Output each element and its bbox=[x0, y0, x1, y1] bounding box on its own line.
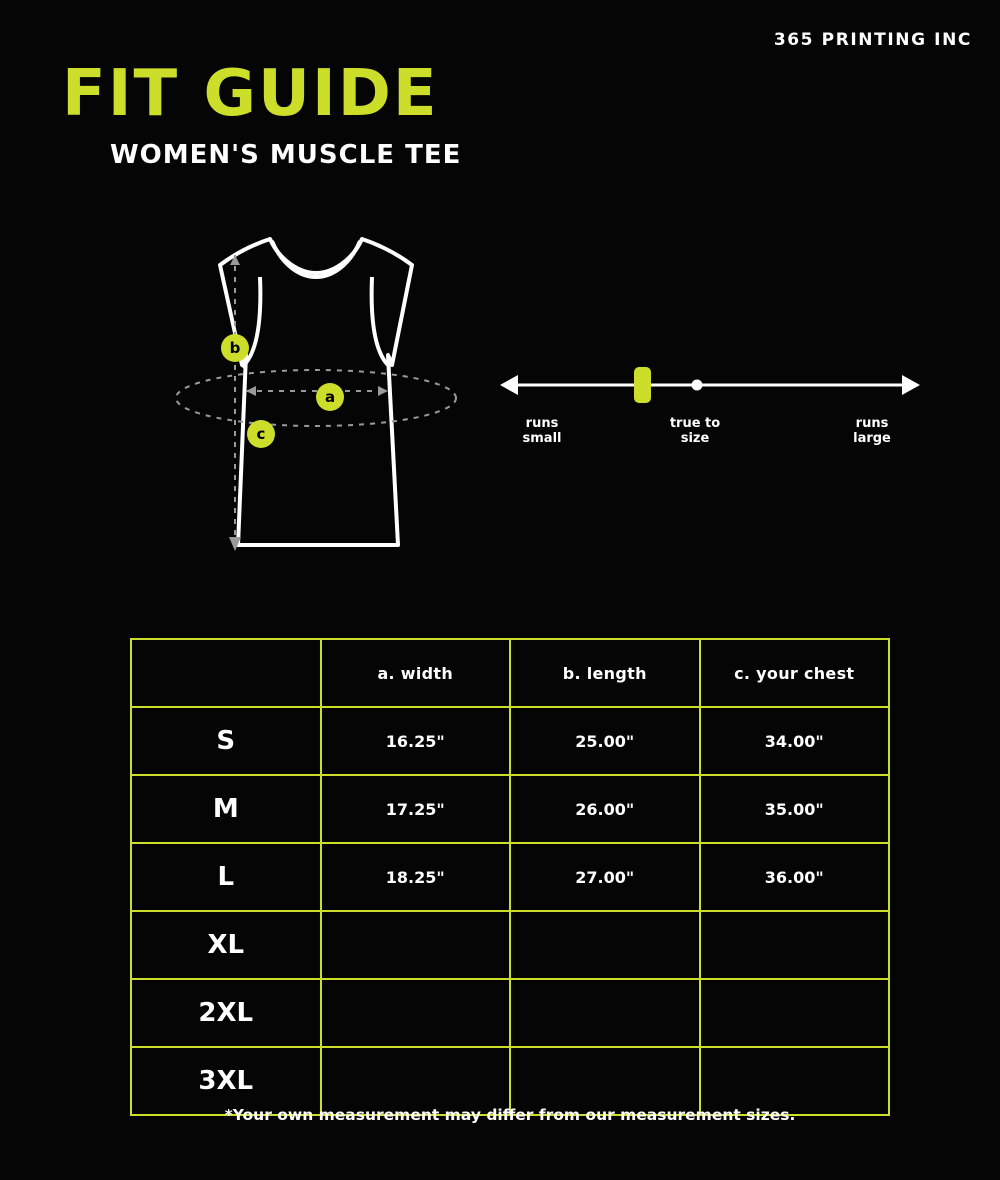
fit-scale bbox=[500, 355, 920, 475]
fit-scale-label-runs-small bbox=[502, 417, 582, 447]
cell-width: 17.25" bbox=[321, 775, 511, 843]
cell-size: XL bbox=[131, 911, 321, 979]
cell-length: 26.00" bbox=[510, 775, 700, 843]
marker-b: b bbox=[221, 334, 249, 362]
cell-chest bbox=[700, 979, 890, 1047]
cell-size: 2XL bbox=[131, 979, 321, 1047]
table-row bbox=[131, 979, 889, 1047]
header-width: a. width bbox=[321, 639, 511, 707]
page-subtitle: WOMEN'S MUSCLE TEE bbox=[110, 140, 462, 170]
header-chest: c. your chest bbox=[700, 639, 890, 707]
cell-chest: 34.00" bbox=[700, 707, 890, 775]
cell-length bbox=[510, 911, 700, 979]
table-row bbox=[131, 911, 889, 979]
garment-diagram bbox=[130, 215, 490, 595]
cell-width bbox=[321, 911, 511, 979]
cell-width bbox=[321, 979, 511, 1047]
cell-width: 16.25" bbox=[321, 707, 511, 775]
fit-scale-axis bbox=[500, 355, 920, 415]
table-row bbox=[131, 775, 889, 843]
true-to-size-line2: size bbox=[680, 430, 710, 446]
size-table-header bbox=[131, 639, 889, 707]
runs-small-line1: runs bbox=[525, 416, 559, 431]
cell-size: S bbox=[131, 707, 321, 775]
cell-chest bbox=[700, 911, 890, 979]
fit-scale-label-true-to-size bbox=[650, 417, 740, 447]
table-row bbox=[131, 707, 889, 775]
fit-scale-true-dot bbox=[692, 380, 703, 391]
footnote: *Your own measurement may differ from our measurement sizes. bbox=[224, 1106, 796, 1124]
cell-size: 3XL bbox=[131, 1047, 321, 1115]
fit-scale-marker bbox=[634, 367, 651, 403]
page-title: FIT GUIDE bbox=[62, 57, 439, 131]
brand-name: 365 PRINTING INC bbox=[773, 30, 972, 50]
table-header-row bbox=[131, 639, 889, 707]
cell-length bbox=[510, 1047, 700, 1115]
muscle-tee-illustration bbox=[130, 215, 490, 595]
size-table-container bbox=[130, 638, 890, 1124]
true-to-size-line1: true to bbox=[669, 416, 721, 431]
cell-chest bbox=[700, 1047, 890, 1115]
cell-chest: 36.00" bbox=[700, 843, 890, 911]
cell-size: M bbox=[131, 775, 321, 843]
runs-small-line2: small bbox=[522, 430, 562, 446]
header-size bbox=[131, 639, 321, 707]
table-row bbox=[131, 843, 889, 911]
header-length: b. length bbox=[510, 639, 700, 707]
cell-width: 18.25" bbox=[321, 843, 511, 911]
size-table-body bbox=[131, 707, 889, 1115]
cell-chest: 35.00" bbox=[700, 775, 890, 843]
cell-size: L bbox=[131, 843, 321, 911]
marker-a: a bbox=[316, 383, 344, 411]
size-table bbox=[130, 638, 890, 1116]
cell-width bbox=[321, 1047, 511, 1115]
marker-c: c bbox=[247, 420, 275, 448]
cell-length bbox=[510, 979, 700, 1047]
runs-large-line2: large bbox=[853, 430, 891, 446]
table-row bbox=[131, 1047, 889, 1115]
cell-length: 27.00" bbox=[510, 843, 700, 911]
fit-scale-label-runs-large bbox=[832, 417, 912, 447]
cell-length: 25.00" bbox=[510, 707, 700, 775]
runs-large-line1: runs bbox=[855, 416, 889, 431]
